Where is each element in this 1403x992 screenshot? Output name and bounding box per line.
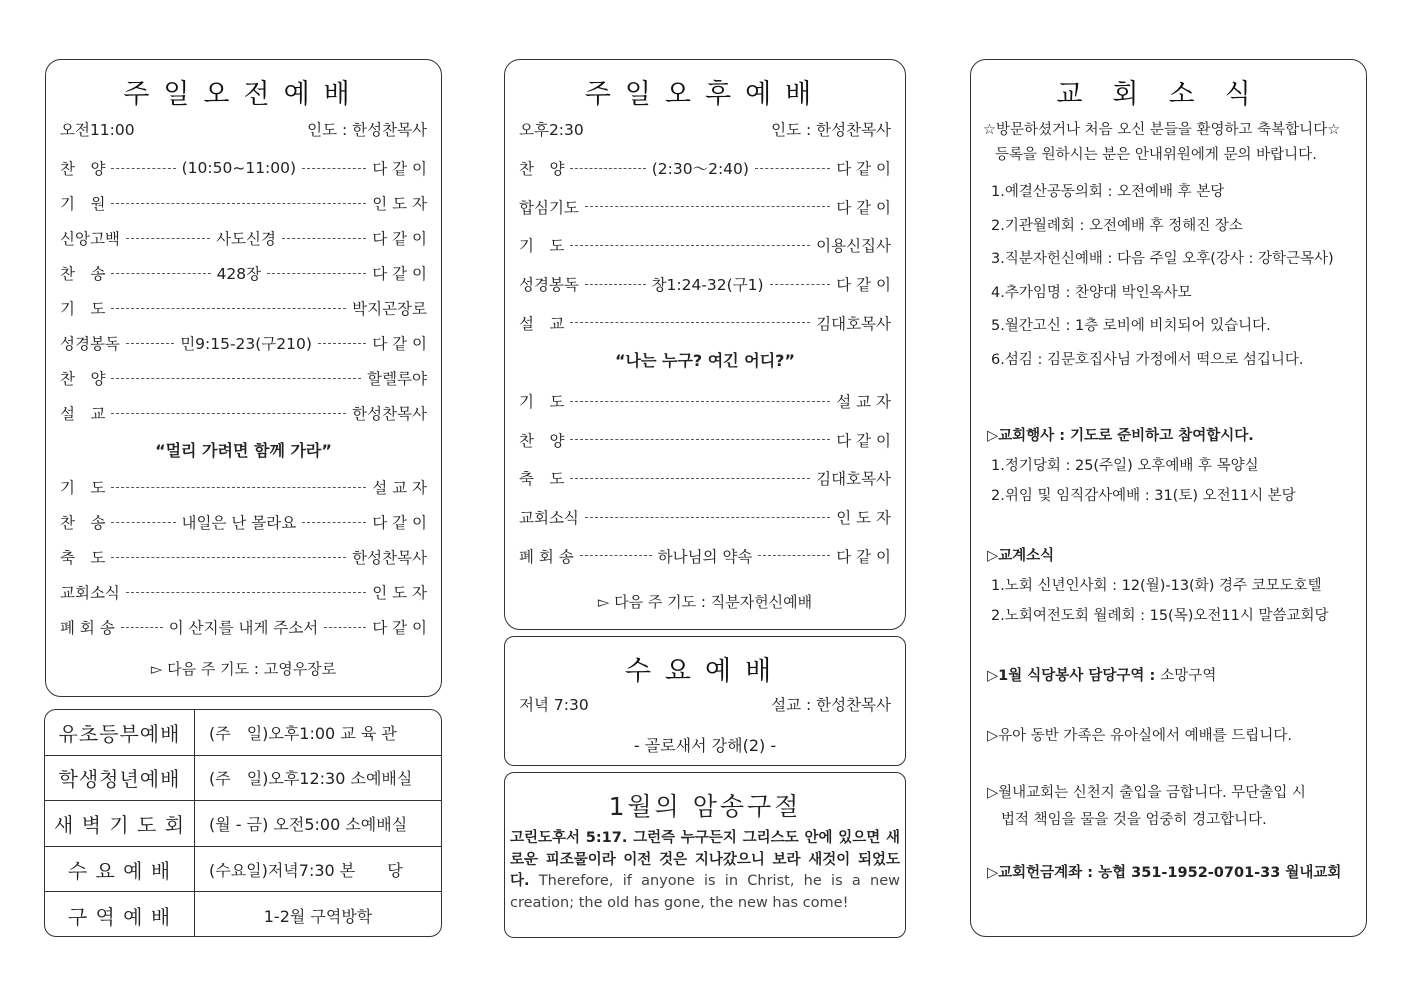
order-item-label: 기 원: [60, 195, 106, 213]
order-item-label: 교회소식: [60, 584, 120, 602]
morning-sermon-title: “멀리 가려면 함께 가라”: [155, 441, 332, 460]
order-item: [60, 297, 427, 319]
order-item-person: 설 교 자: [836, 393, 891, 411]
order-item-person: 다 같 이: [836, 547, 892, 566]
news-item: 5.월간고신 : 1층 로비에 비치되어 있습니다.: [991, 318, 1271, 334]
wednesday-service-title: 수요예배: [624, 656, 786, 687]
order-item: [60, 402, 427, 424]
schedule-service-name: 구 역 예 배: [45, 892, 195, 937]
order-item: [519, 467, 891, 489]
dash-leader: [585, 284, 646, 285]
order-item: [60, 227, 427, 249]
dash-leader: [282, 238, 366, 239]
order-item-person: 설 교 자: [372, 479, 427, 497]
dash-leader: [580, 555, 652, 556]
order-item-label: 찬 송: [60, 514, 106, 532]
order-item-label: 성경봉독: [60, 335, 120, 353]
news-item: 3.직분자헌신예배 : 다음 주일 오후(강사 : 강학근목사): [991, 251, 1334, 267]
order-item-label: 찬 양: [519, 160, 565, 178]
schedule-service-info: (주 일)오후1:00 교 육 관: [209, 723, 397, 743]
dash-leader: [570, 478, 810, 479]
order-item-detail: 하나님의 약속: [657, 547, 753, 566]
order-item: [519, 506, 891, 528]
dash-leader: [111, 522, 175, 523]
news-event-item: 2.위임 및 임직감사예배 : 31(토) 오전11시 본당: [991, 488, 1296, 504]
afternoon-service-title: 주일오후예배: [584, 79, 826, 110]
dash-leader: [126, 592, 366, 593]
order-item-label: 폐 회 송: [519, 547, 574, 566]
order-item-label: 설 교: [519, 314, 565, 333]
schedule-service-name: 학생청년예배: [45, 756, 195, 801]
dash-leader: [302, 168, 366, 169]
order-item: [60, 332, 427, 354]
order-item-label: 축 도: [519, 470, 565, 489]
afternoon-time: 오후2:30: [519, 121, 584, 139]
order-item: [60, 546, 427, 568]
order-item-label: 축 도: [60, 549, 106, 567]
schedule-service-name: 새 벽 기 도 회: [45, 801, 195, 846]
order-item: [60, 476, 427, 498]
order-item: [60, 157, 427, 179]
dash-leader: [126, 343, 174, 344]
order-item-person: 다 같 이: [372, 619, 428, 637]
order-item-person: 박지곤장로: [352, 300, 427, 318]
afternoon-header-row: [519, 118, 891, 140]
afternoon-sermon-title: “나는 누구? 여긴 어디?”: [615, 351, 795, 370]
order-item-person: 다 같 이: [372, 160, 427, 178]
dash-leader: [570, 168, 645, 169]
dash-leader: [570, 245, 810, 246]
dash-leader: [585, 206, 830, 207]
order-item-label: 기 도: [519, 393, 565, 411]
order-item-person: 인 도 자: [372, 195, 427, 213]
morning-next-prayer: ▻ 다음 주 기도 : 고영우장로: [150, 660, 337, 678]
afternoon-next-prayer: ▻ 다음 주 기도 : 직분자헌신예배: [597, 593, 813, 611]
church-news-title: 교회소식: [1056, 79, 1281, 110]
dash-leader: [111, 273, 210, 274]
order-item-person: 김대호목사: [816, 470, 891, 489]
dash-leader: [570, 401, 830, 402]
news-region-item: 2.노회여전도회 월례회 : 15(목)오전11시 말씀교회당: [991, 608, 1329, 624]
memory-verse-text: [510, 828, 900, 914]
schedule-row: [45, 710, 441, 756]
order-item-label: 찬 송: [60, 265, 106, 283]
wednesday-topic: - 골로새서 강해(2) -: [633, 736, 777, 755]
wednesday-preacher: 설교 : 한성찬목사: [771, 696, 891, 714]
news-meal-row: [987, 664, 1216, 685]
dash-leader: [570, 439, 830, 440]
order-item-person: 다 같 이: [836, 198, 891, 217]
news-welcome-1: ☆방문하셨거나 처음 오신 분들을 환영하고 축복합니다☆: [983, 122, 1341, 138]
dash-leader: [111, 487, 366, 488]
dash-leader: [126, 238, 210, 239]
dash-leader: [318, 343, 366, 344]
dash-leader: [755, 168, 830, 169]
schedule-service-info: (주 일)오후12:30 소예배실: [209, 769, 413, 789]
order-item-label: 기 도: [519, 237, 565, 256]
schedule-row: [45, 892, 441, 937]
news-welcome-2: 등록을 원하시는 분은 안내위원에게 문의 바랍니다.: [995, 147, 1317, 163]
dash-leader: [111, 413, 346, 414]
dash-leader: [111, 557, 346, 558]
order-item-label: 기 도: [60, 479, 106, 497]
order-item-person: 인 도 자: [836, 509, 891, 528]
dash-leader: [121, 627, 163, 628]
order-item-person: 다 같 이: [372, 335, 427, 353]
schedule-service-name: 수 요 예 배: [45, 847, 195, 892]
schedule-table: [44, 709, 442, 937]
news-region-heading: ▷교계소식: [987, 548, 1055, 564]
order-item-label: 찬 양: [60, 160, 106, 178]
news-meal-heading: ▷1월 식당봉사 담당구역 :: [987, 668, 1161, 684]
order-item-label: 신앙고백: [60, 230, 120, 248]
dash-leader: [770, 284, 831, 285]
order-item-detail: (2:30～2:40): [651, 160, 749, 178]
order-item-label: 교회소식: [519, 509, 579, 528]
memory-verse-english: Therefore, if anyone is in Christ, he is a new creation; the old has gone, the new has come!: [510, 873, 900, 911]
dash-leader: [111, 308, 346, 309]
order-item: [519, 273, 891, 295]
dash-leader: [324, 627, 366, 628]
news-region-item: 1.노회 신년인사회 : 12(월)-13(화) 경주 코모도호텔: [991, 578, 1322, 594]
news-item: 2.기관월례회 : 오전예배 후 정해진 장소: [991, 217, 1243, 234]
wednesday-service-panel: [504, 636, 906, 766]
order-item-person: 한성찬목사: [352, 405, 427, 423]
memory-verse-panel: [504, 772, 906, 938]
order-item-person: 이용신집사: [816, 237, 891, 256]
order-item-detail: 창1:24-32(구1): [651, 276, 764, 295]
dash-leader: [570, 322, 810, 323]
order-item-person: 다 같 이: [372, 265, 428, 283]
order-item-person: 다 같 이: [836, 431, 891, 450]
order-item-person: 한성찬목사: [352, 549, 427, 567]
order-item-person: 다 같 이: [372, 230, 427, 248]
order-item-detail: (10:50~11:00): [181, 159, 297, 177]
order-item: [519, 196, 891, 218]
order-item-person: 다 같 이: [372, 514, 427, 532]
news-item: 4.추가임명 : 찬양대 박인옥사모: [991, 284, 1192, 301]
order-item: [60, 511, 427, 533]
news-events-heading: ▷교회행사 : 기도로 준비하고 참여합시다.: [987, 428, 1254, 444]
morning-service-title: 주일오전예배: [123, 79, 364, 110]
order-item-person: 인 도 자: [372, 584, 427, 602]
schedule-service-info: (수요일)저녁7:30 본 당: [209, 860, 403, 880]
memory-verse-korean: 고린도후서 5:17. 그런즉 누구든지 그리스도 안에 있으면 새로운 피조물이라 이전 것은 지나갔으니 보라 새것이 되었도다.: [510, 830, 900, 889]
news-item: 1.예결산공동의회 : 오전예배 후 본당: [991, 184, 1225, 200]
order-item: [519, 157, 891, 179]
order-item: [519, 390, 891, 412]
schedule-service-info: (월 - 금) 오전5:00 소예배실: [209, 814, 408, 834]
order-item: [519, 312, 891, 334]
order-item: [60, 616, 427, 638]
order-item-detail: 사도신경: [216, 230, 277, 248]
order-item-person: 할렐루야: [367, 370, 427, 388]
wednesday-header-row: [519, 693, 891, 715]
news-event-item: 1.정기당회 : 25(주일) 오후예배 후 목양실: [991, 458, 1259, 474]
order-item-detail: 내일은 난 몰라요: [181, 514, 297, 532]
dash-leader: [585, 517, 830, 518]
order-item-label: 성경봉독: [519, 276, 579, 295]
dash-leader: [111, 203, 366, 204]
news-warning-2: 법적 책임을 물을 것을 엄중히 경고합니다.: [1001, 812, 1267, 828]
news-offering-account: ▷교회헌금계좌 : 농협 351-1952-0701-33 월내교회: [987, 865, 1342, 881]
dash-leader: [302, 522, 366, 523]
schedule-service-name: 유초등부예배: [45, 710, 195, 755]
order-item-detail: 이 산지를 내게 주소서: [168, 619, 319, 637]
order-item-person: 다 같 이: [836, 160, 892, 178]
morning-leader: 인도 : 한성찬목사: [307, 121, 427, 139]
order-item-label: 찬 양: [519, 431, 565, 450]
order-item: [519, 545, 891, 567]
schedule-row: [45, 756, 441, 802]
order-item-person: 다 같 이: [836, 276, 891, 295]
afternoon-service-panel: [504, 59, 906, 630]
dash-leader: [111, 378, 361, 379]
schedule-row: [45, 847, 441, 893]
wednesday-time: 저녁 7:30: [519, 696, 589, 714]
order-item-label: 기 도: [60, 300, 106, 318]
morning-header-row: [60, 118, 427, 140]
order-item-person: 김대호목사: [816, 314, 891, 333]
order-item: [60, 581, 427, 603]
news-item: 6.섬김 : 김문호집사님 가정에서 떡으로 섬깁니다.: [991, 351, 1304, 368]
order-item: [519, 429, 891, 451]
news-meal-value: 소망구역: [1160, 668, 1217, 684]
order-item: [60, 262, 427, 284]
dash-leader: [111, 168, 175, 169]
morning-time: 오전11:00: [60, 121, 135, 139]
order-item: [519, 234, 891, 256]
schedule-service-info: 1-2월 구역방학: [263, 906, 373, 926]
order-item-label: 폐 회 송: [60, 619, 115, 637]
news-warning-1: ▷월내교회는 신천지 출입을 금합니다. 무단출입 시: [987, 785, 1306, 801]
church-news-panel: [970, 59, 1367, 937]
order-item-detail: 428장: [216, 265, 262, 283]
news-infant-notice: ▷유아 동반 가족은 유아실에서 예배를 드립니다.: [987, 728, 1292, 744]
order-item-label: 설 교: [60, 405, 106, 423]
dash-leader: [758, 555, 830, 556]
order-item: [60, 367, 427, 389]
order-item: [60, 192, 427, 214]
afternoon-leader: 인도 : 한성찬목사: [771, 121, 891, 139]
order-item-label: 합심기도: [519, 198, 579, 217]
order-item-label: 찬 양: [60, 370, 106, 388]
schedule-row: [45, 801, 441, 847]
morning-service-panel: [45, 59, 442, 697]
order-item-detail: 민9:15-23(구210): [180, 335, 312, 353]
memory-verse-title: 1월의 암송구절: [608, 792, 802, 821]
dash-leader: [267, 273, 366, 274]
